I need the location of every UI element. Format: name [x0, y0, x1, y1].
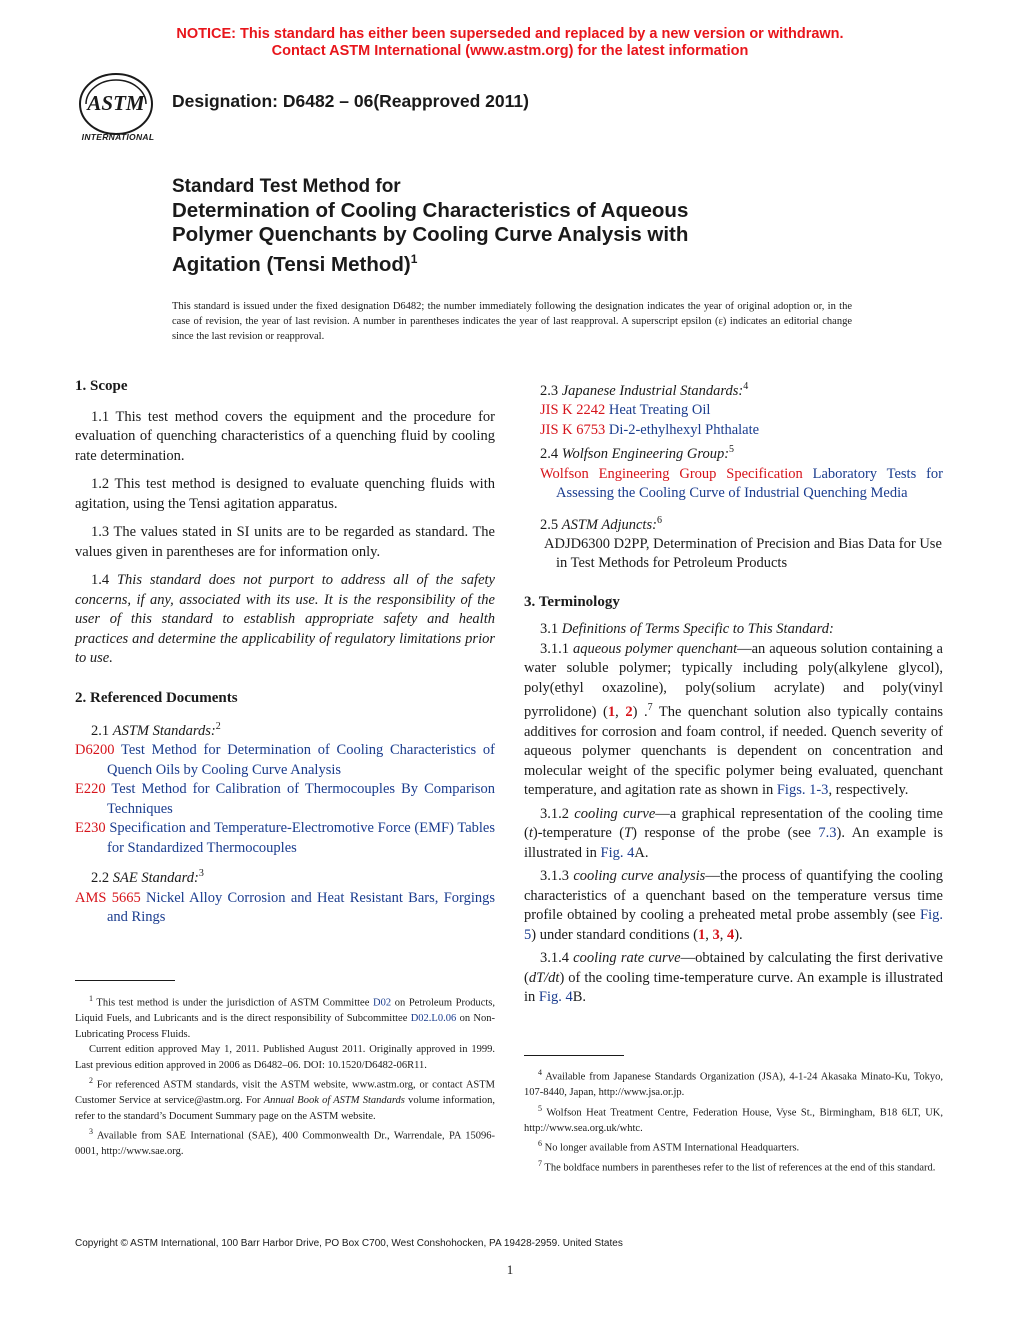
- title-line-4: Agitation (Tensi Method): [172, 252, 411, 276]
- subsection-3-1: 3.1 Definitions of Terms Specific to This Standard:: [540, 621, 834, 638]
- definition-3-1-3: 3.1.3 cooling curve analysis—the process of quantifying the cooling characteristics of a quenchant based on the temperature versus time profile obtained by cooling a preheated metal probe assembly (see Fig. 5) under standard conditions (1, 3, 4).: [524, 868, 943, 943]
- left-footnote-rule: [75, 980, 175, 981]
- right-column: [524, 377, 943, 1008]
- logo-org-text: INTERNATIONAL: [81, 132, 155, 142]
- ref-e220[interactable]: E220 Test Method for Calibration of Thermocouples By Comparison Techniques: [75, 781, 495, 817]
- left-column: [75, 377, 495, 928]
- subsection-2-1: 2.1 ASTM Standards:$^2$: [91, 721, 221, 739]
- copyright-line: Copyright © ASTM International, 100 Barr Harbor Drive, PO Box C700, West Conshohocken, PA 19428-2959. United States: [75, 1238, 623, 1249]
- ref-jis-k6753[interactable]: JIS K 6753 Di-2-ethylhexyl Phthalate: [540, 421, 760, 438]
- page-number: 1: [506, 1262, 514, 1277]
- issuance-statement: This standard is issued under the fixed designation D6482; the number immediately following the designation indicates the year of original adoption or, in the case of revision, the year of last revision. A number in parentheses indicates the year of last reapproval. A superscript epsilon (ε) indicates an editorial change since the last revision or reapproval.: [172, 301, 852, 342]
- ref-e230[interactable]: E230 Specification and Temperature-Electromotive Force (EMF) Tables for Standardized Thermocouples: [75, 820, 495, 856]
- title-footnote-marker: 1: [410, 252, 418, 266]
- title-line-1: Standard Test Method for: [172, 176, 401, 197]
- ref-wolfson[interactable]: Wolfson Engineering Group Specification Laboratory Tests for Assessing the Cooling Curve of Industrial Quenching Media: [540, 465, 943, 502]
- ref-jis-k2242[interactable]: JIS K 2242 Heat Treating Oil: [540, 402, 711, 419]
- para-1-4: 1.4 This standard does not purport to address all of the safety concerns, if any, associated with its use. It is the responsibility of the user of this standard to establish appropriate safety and health practices and determine the applicability of regulatory limitations prior to use.: [75, 572, 495, 666]
- subsection-2-4: 2.4 Wolfson Engineering Group:$^5$: [540, 444, 735, 463]
- definition-3-1-2: 3.1.2 cooling curve—a graphical representation of the cooling time (t)-temperature (T) response of the probe (see 7.3). An example is illustrated in Fig. 4A.: [524, 805, 943, 861]
- title-line-2: Determination of Cooling Characteristics of Aqueous: [172, 199, 689, 222]
- svg-text:ASTM: ASTM: [87, 91, 145, 115]
- right-footnote-rule: [524, 1055, 624, 1056]
- ref-ams5665[interactable]: AMS 5665 Nickel Alloy Corrosion and Heat Resistant Bars, Forgings and Rings: [75, 889, 495, 926]
- notice-line-1: NOTICE: This standard has either been superseded and replaced by a new version or withdrawn.: [176, 26, 844, 42]
- para-1-2: 1.2 This test method is designed to evaluate quenching fluids with agitation, using the Tensi agitation apparatus.: [75, 476, 495, 512]
- definition-3-1-1: 3.1.1 aqueous polymer quenchant—an aqueous solution containing a water soluble polymer; typically including poly(alkylene glycol), poly(ethyl oxazoline), poly(solium acrylate) and poly(vinyl pyrrolidone) (1, 2) .$^7$ The quenchant solution also typically contains additives for corrosion and foam control, if needed. Quench severity of aqueous polymer quenchants is dependent on concentration and molecular weight of the specific polymer being evaluated, quenchant temperature, and agitation rate as shown in Figs. 1-3, respectively.: [524, 640, 944, 799]
- footnote-4: $^4$ Available from Japanese Standards Organization (JSA), 4-1-24 Akasaka Minato-Ku, Tokyo, 107-8440, Japan, http://www.jsa.or.jp.: [524, 1068, 943, 1098]
- ref-d6200[interactable]: D6200 Test Method for Determination of Cooling Characteristics of Quench Oils by Cooling Curve Analysis: [75, 742, 495, 778]
- footnote-5: $^5$ Wolfson Heat Treatment Centre, Federation House, Vyse St., Birmingham, B18 6LT, UK, http://www.sea.org.uk/whtc.: [524, 1103, 943, 1134]
- footnote-3: $^3$ Available from SAE International (SAE), 400 Commonwealth Dr., Warrendale, PA 15096-0001, http://www.sae.org.: [75, 1127, 495, 1157]
- footnote-1: $^1$ This test method is under the jurisdiction of ASTM Committee D02 on Petroleum Products, Liquid Fuels, and Lubricants and is the direct responsibility of Subcommittee D02.L0.06 on Non-Lubricating Process Fluids.: [75, 994, 495, 1040]
- left-footnotes: [75, 991, 495, 1160]
- para-1-3: 1.3 The values stated in SI units are to be regarded as standard. The values given in parentheses are for information only.: [75, 524, 495, 560]
- notice-line-2: Contact ASTM International (www.astm.org) for the latest information: [271, 43, 749, 59]
- subsection-2-5: 2.5 ASTM Adjuncts:$^6$: [540, 514, 662, 533]
- footnote-6: $^6$ No longer available from ASTM International Headquarters.: [538, 1139, 800, 1154]
- subsection-2-3: 2.3 Japanese Industrial Standards:$^4$: [540, 381, 749, 399]
- definition-3-1-4: 3.1.4 cooling rate curve—obtained by calculating the first derivative (dT/dt) of the cooling time-temperature curve. An example is illustrated in Fig. 4B.: [524, 950, 943, 1006]
- subsection-2-2: 2.2 SAE Standard:$^3$: [91, 868, 204, 887]
- designation: Designation: D6482 – 06(Reapproved 2011): [172, 91, 529, 111]
- para-1-1: 1.1 This test method covers the equipment and the procedure for evaluation of quenching characteristics of a quenching fluid by cooling rate determination.: [75, 408, 495, 464]
- right-footnotes: [524, 1065, 943, 1176]
- footnote-7: $^7$ The boldface numbers in parentheses refer to the list of references at the end of this standard.: [538, 1159, 936, 1174]
- section-3-heading: 3. Terminology: [524, 593, 620, 610]
- section-2-heading: 2. Referenced Documents: [75, 689, 238, 706]
- ref-adjd6300: ADJD6300 D2PP, Determination of Precision and Bias Data for Use in Test Methods for Petroleum Products: [544, 535, 942, 572]
- astm-logo: [76, 72, 160, 146]
- section-1-heading: 1. Scope: [75, 378, 128, 394]
- document-title: [172, 175, 872, 277]
- title-line-3: Polymer Quenchants by Cooling Curve Analysis with: [172, 223, 689, 246]
- footnote-1-edition: Current edition approved May 1, 2011. Published August 2011. Originally approved in 1999. Last previous edition approved in 2006 as D6482–06. DOI: 10.1520/D6482-06R11.: [75, 1044, 495, 1071]
- footnote-2: $^2$ For referenced ASTM standards, visit the ASTM website, www.astm.org, or contact ASTM Customer Service at service@astm.org. For Annual Book of ASTM Standards volume information, refer to the standard’s Document Summary page on the ASTM website.: [75, 1076, 495, 1122]
